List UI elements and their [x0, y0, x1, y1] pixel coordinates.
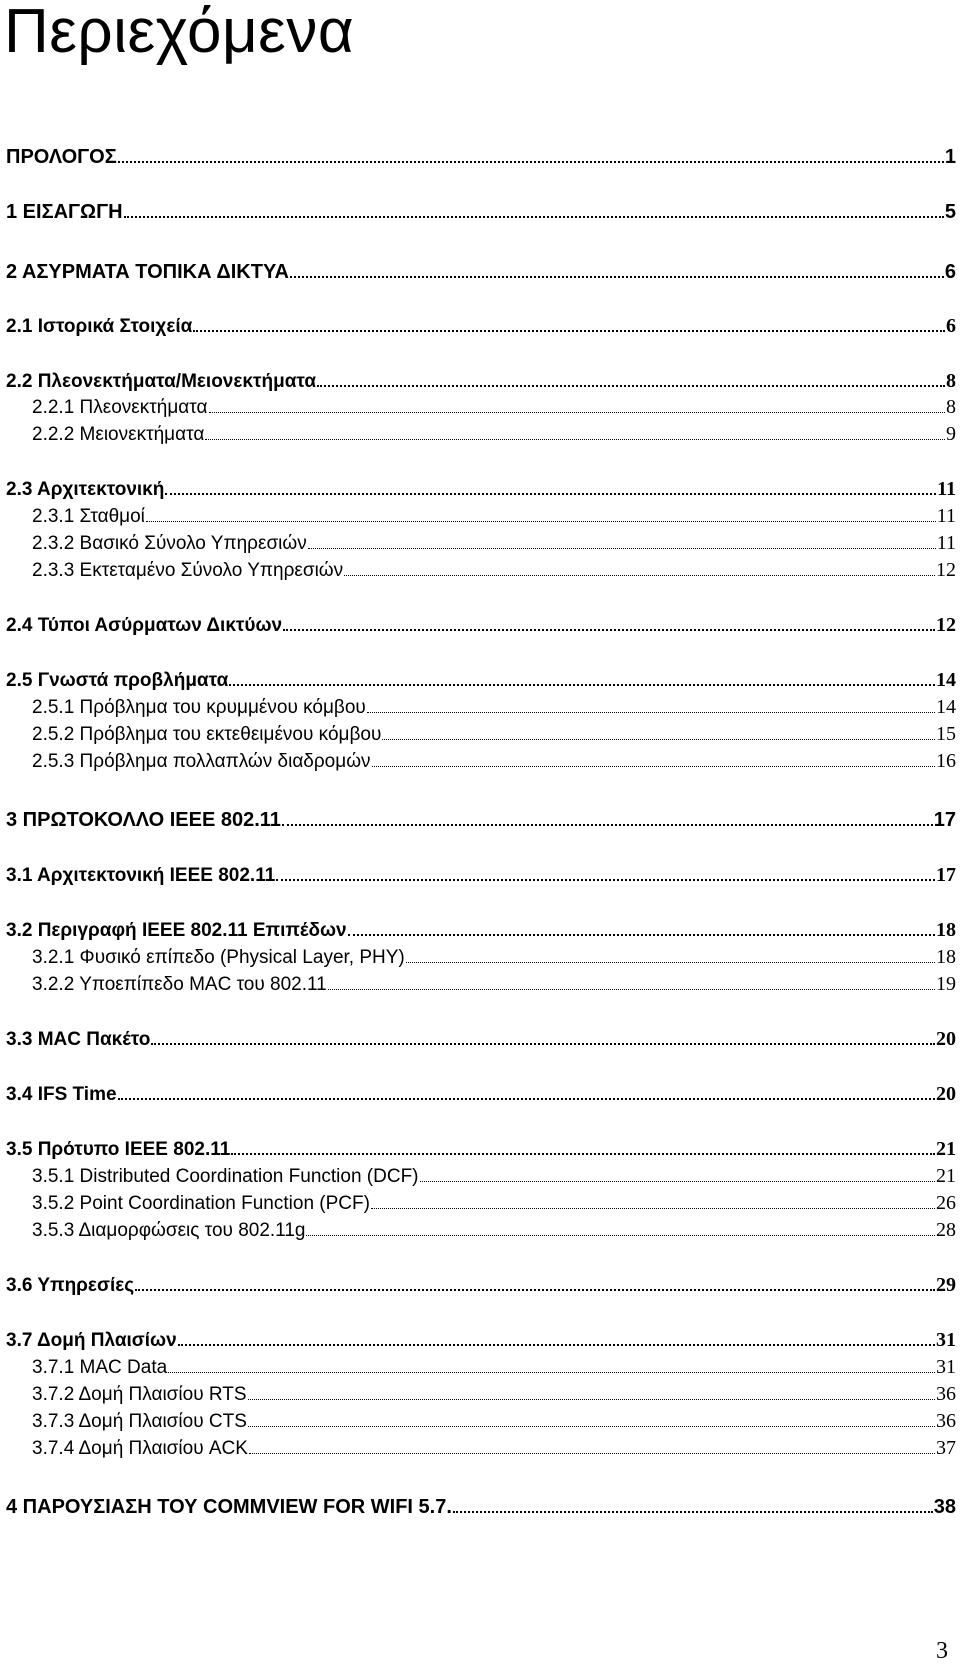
toc-entry-label: 3.5.1 Distributed Coordination Function (DCF)	[32, 1166, 419, 1187]
toc-entry[interactable]	[6, 1321, 956, 1351]
toc-entry-label: 3.2 Περιγραφή IEEE 802.11 Επιπέδων	[6, 920, 347, 941]
toc-entry[interactable]	[6, 497, 956, 527]
toc-entry-page: 14	[936, 669, 956, 691]
toc-entry-label: 3.5.2 Point Coordination Function (PCF)	[32, 1193, 370, 1214]
toc-entry[interactable]	[6, 1375, 956, 1405]
toc-entry-label: 2.4 Τύποι Ασύρματων Δικτύων	[6, 615, 283, 636]
toc-entry[interactable]	[6, 551, 956, 581]
toc-entry[interactable]	[6, 1488, 956, 1518]
dot-leader	[453, 1510, 933, 1513]
toc-entry[interactable]	[6, 856, 956, 886]
toc-entry[interactable]	[6, 661, 956, 691]
toc-entry-label: 3.6 Υπηρεσίες	[6, 1275, 135, 1296]
toc-entry-label: 2.3.1 Σταθμοί	[32, 506, 145, 527]
dot-leader	[282, 823, 933, 826]
dot-leader	[328, 988, 935, 990]
toc-entry-page: 26	[936, 1192, 956, 1214]
toc-entry[interactable]	[6, 606, 956, 636]
toc-entry-label: 3.2.1 Φυσικό επίπεδο (Physical Layer, PHY)	[32, 947, 405, 968]
toc-entry-label: 3.5.3 Διαμορφώσεις του 802.11g	[32, 1220, 306, 1241]
toc-entry-label: 2 ΑΣΥΡΜΑΤΑ ΤΟΠΙΚΑ ΔΙΚΤΥΑ	[6, 261, 289, 283]
toc-entry-page: 8	[946, 396, 956, 418]
toc-entry-page: 31	[936, 1329, 956, 1351]
toc-entry-label: 2.5.2 Πρόβλημα του εκτεθειμένου κόμβου	[32, 724, 382, 745]
toc-entry[interactable]	[6, 388, 956, 418]
dot-leader	[344, 574, 935, 576]
toc-entry-page: 36	[936, 1383, 956, 1405]
dot-leader	[406, 961, 935, 963]
toc-entry[interactable]	[6, 138, 956, 168]
toc-entry-page: 11	[937, 478, 956, 500]
toc-entry[interactable]	[6, 307, 956, 337]
dot-leader	[290, 275, 944, 278]
toc-entry-page: 11	[936, 505, 956, 527]
dot-leader	[248, 1398, 935, 1400]
dot-leader	[317, 384, 945, 387]
dot-leader	[420, 1180, 935, 1182]
toc-entry[interactable]	[6, 524, 956, 554]
dot-leader	[178, 1343, 935, 1346]
toc-entry-label: ΠΡΟΛΟΓΟΣ	[6, 146, 117, 168]
toc-entry-page: 12	[936, 614, 956, 636]
dot-leader	[124, 215, 944, 218]
toc-entry-page: 14	[936, 696, 956, 718]
toc-entry-label: 3 ΠΡΩΤΟΚΟΛΛΟ IEEE 802.11	[6, 809, 281, 831]
toc-entry[interactable]	[6, 193, 956, 223]
page-number: 3	[936, 1638, 948, 1664]
dot-leader	[135, 1288, 935, 1291]
toc-entry[interactable]	[6, 415, 956, 445]
toc-entry-page: 21	[936, 1165, 956, 1187]
toc-entry-page: 9	[946, 423, 956, 445]
dot-leader	[348, 933, 935, 936]
toc-entry[interactable]	[6, 1402, 956, 1432]
toc-entry-label: 3.3 MAC Πακέτο	[6, 1029, 151, 1050]
toc-entry-page: 36	[936, 1410, 956, 1432]
dot-leader	[248, 1425, 935, 1427]
toc-entry[interactable]	[6, 1348, 956, 1378]
toc-entry-page: 16	[936, 750, 956, 772]
toc-entry[interactable]	[6, 1184, 956, 1214]
dot-leader	[118, 1097, 935, 1100]
dot-leader	[308, 547, 936, 549]
dot-leader	[372, 765, 935, 767]
toc-entry-page: 20	[936, 1083, 956, 1105]
dot-leader	[151, 1042, 935, 1045]
toc-entry[interactable]	[6, 1020, 956, 1050]
toc-entry-label: 1 ΕΙΣΑΓΩΓΗ	[6, 201, 123, 223]
toc-entry-label: 2.5.3 Πρόβλημα πολλαπλών διαδρομών	[32, 751, 371, 772]
toc-entry-page: 38	[933, 1496, 956, 1518]
toc-entry-label: 3.7.1 MAC Data	[32, 1357, 168, 1378]
toc-entry[interactable]	[6, 1429, 956, 1459]
toc-entry[interactable]	[6, 965, 956, 995]
toc-entry-label: 3.7.4 Δομή Πλαισίου ACK	[32, 1438, 248, 1459]
toc-entry-label: 4 ΠΑΡΟΥΣΙΑΣΗ ΤΟΥ COMMVIEW FOR WIFI 5.7.	[6, 1496, 452, 1518]
toc-entry-page: 29	[936, 1274, 956, 1296]
toc-entry-label: 3.1 Αρχιτεκτονική IEEE 802.11	[6, 865, 276, 886]
toc-entry-label: 2.3.2 Βασικό Σύνολο Υπηρεσιών	[32, 533, 307, 554]
dot-leader	[118, 160, 944, 163]
toc-entry-label: 3.7 Δομή Πλαισίων	[6, 1330, 177, 1351]
toc-entry[interactable]	[6, 911, 956, 941]
toc-entry[interactable]	[6, 1266, 956, 1296]
toc-entry-page: 20	[936, 1028, 956, 1050]
dot-leader	[367, 711, 935, 713]
toc-entry-page: 21	[936, 1138, 956, 1160]
toc-entry-page: 28	[936, 1219, 956, 1241]
toc-entry-label: 2.2.2 Μειονεκτήματα	[32, 424, 205, 445]
toc-entry[interactable]	[6, 688, 956, 718]
dot-leader	[276, 878, 935, 881]
dot-leader	[306, 1234, 935, 1236]
toc-entry-label: 2.2.1 Πλεονεκτήματα	[32, 397, 208, 418]
toc-entry[interactable]	[6, 801, 956, 831]
toc-entry[interactable]	[6, 1075, 956, 1105]
toc-entry-page: 6	[944, 261, 956, 283]
toc-entry[interactable]	[6, 938, 956, 968]
toc-entry-page: 17	[936, 864, 956, 886]
dot-leader	[193, 329, 945, 332]
toc-entry-page: 18	[936, 919, 956, 941]
toc-entry-label: 3.4 IFS Time	[6, 1084, 117, 1105]
toc-entry-page: 15	[936, 723, 956, 745]
dot-leader	[229, 683, 935, 686]
toc-entry[interactable]	[6, 1130, 956, 1160]
toc-entry-page: 1	[944, 146, 956, 168]
dot-leader	[205, 438, 945, 440]
toc-entry[interactable]	[6, 742, 956, 772]
toc-entry[interactable]	[6, 1157, 956, 1187]
dot-leader	[231, 1152, 935, 1155]
toc-entry-label: 2.3.3 Εκτεταμένο Σύνολο Υπηρεσιών	[32, 560, 344, 581]
toc-entry-page: 5	[944, 201, 956, 223]
toc-entry[interactable]	[6, 1211, 956, 1241]
toc-entry-page: 19	[936, 973, 956, 995]
dot-leader	[249, 1452, 935, 1454]
toc-entry-page: 6	[946, 315, 956, 337]
dot-leader	[371, 1207, 935, 1209]
toc-entry-label: 2.2 Πλεονεκτήματα/Μειονεκτήματα	[6, 371, 317, 392]
toc-entry[interactable]	[6, 253, 956, 283]
toc-entry-page: 12	[936, 559, 956, 581]
toc-entry-label: 2.5 Γνωστά προβλήματα	[6, 670, 229, 691]
toc-entry-label: 3.7.3 Δομή Πλαισίου CTS	[32, 1411, 247, 1432]
toc-entry-page: 17	[933, 809, 956, 831]
toc-entry-page: 18	[936, 946, 956, 968]
dot-leader	[146, 520, 936, 522]
toc-entry-label: 2.3 Αρχιτεκτονική	[6, 479, 165, 500]
toc-entry-label: 3.2.2 Υποεπίπεδο MAC του 802.11	[32, 974, 327, 995]
toc-entry-page: 11	[936, 532, 956, 554]
toc-entry-label: 2.5.1 Πρόβλημα του κρυμμένου κόμβου	[32, 697, 366, 718]
toc-entry-page: 37	[936, 1437, 956, 1459]
dot-leader	[209, 411, 946, 413]
dot-leader	[283, 628, 935, 631]
toc-entry-label: 2.1 Ιστορικά Στοιχεία	[6, 316, 193, 337]
dot-leader	[165, 492, 936, 495]
dot-leader	[168, 1371, 935, 1373]
toc-entry[interactable]	[6, 715, 956, 745]
toc-entry-page: 31	[936, 1356, 956, 1378]
toc-entry-label: 3.5 Πρότυπο IEEE 802.11	[6, 1139, 231, 1160]
dot-leader	[382, 738, 935, 740]
page-title: Περιεχόμενα	[4, 0, 355, 66]
toc-entry-page: 8	[946, 370, 956, 392]
toc-entry-label: 3.7.2 Δομή Πλαισίου RTS	[32, 1384, 247, 1405]
toc-entry[interactable]	[6, 470, 956, 500]
